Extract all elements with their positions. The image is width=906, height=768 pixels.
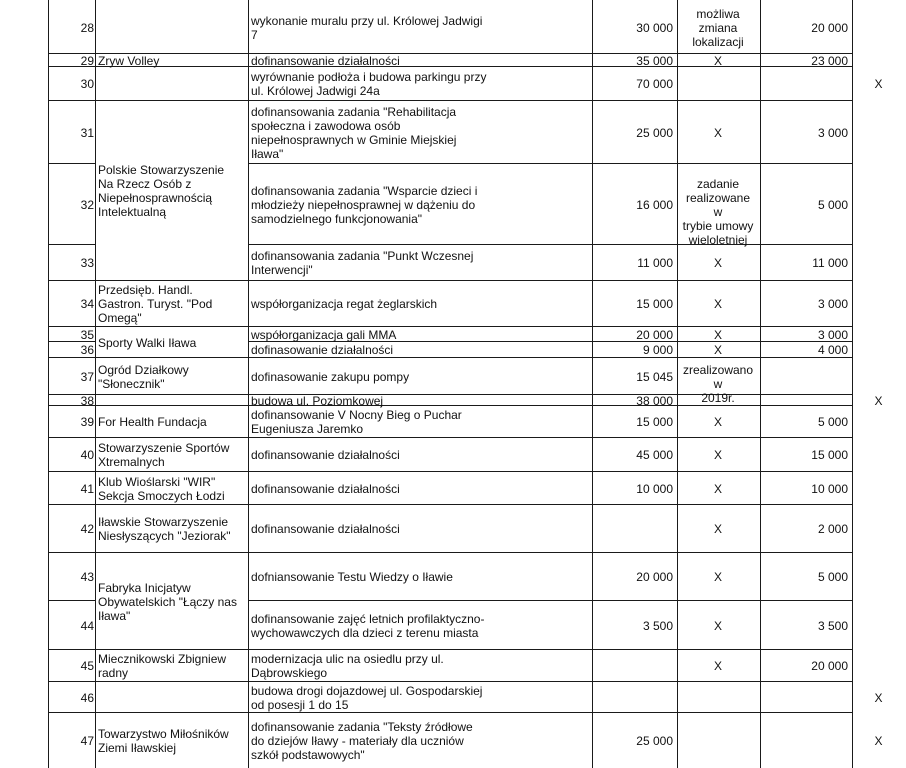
task-description: dofinansowanie zajęć letnich profilaktyczno- wychowawczych dla dzieci z terenu miasta: [251, 612, 485, 640]
grid-line: [48, 504, 853, 505]
requested-amount: 11 000: [637, 256, 673, 270]
requested-amount: 70 000: [636, 77, 673, 91]
row-number: 33: [80, 256, 94, 270]
rejected-mark: X: [874, 734, 883, 748]
entity-name: Zryw Volley: [98, 54, 160, 68]
grid-line: [48, 163, 96, 164]
grid-line: [48, 681, 853, 682]
task-description: dofinansowanie działalności: [251, 54, 400, 68]
entity-name: Iławskie Stowarzyszenie Niesłyszących "Jeziorak": [98, 515, 231, 543]
approved-amount: 3 000: [817, 126, 848, 140]
approved-amount: 3 000: [817, 328, 848, 342]
requested-amount: 20 000: [636, 570, 673, 584]
grid-line: [248, 0, 249, 768]
grid-line: [48, 326, 853, 327]
status-cell: X: [713, 482, 722, 496]
approved-amount: 20 000: [811, 21, 848, 35]
grid-line: [48, 0, 49, 768]
approved-amount: 4 000: [817, 343, 848, 357]
row-number: 28: [80, 21, 94, 35]
status-cell: X: [713, 256, 722, 270]
approved-amount: 2 000: [817, 522, 848, 536]
status-cell: X: [713, 619, 722, 633]
task-description: dofinansowanie V Nocny Bieg o Puchar Eugeniusza Jaremko: [251, 408, 462, 436]
task-description: wykonanie muralu przy ul. Królowej Jadwigi 7: [251, 14, 483, 42]
row-number: 42: [80, 522, 94, 536]
requested-amount: 45 000: [636, 448, 673, 462]
status-cell: zrealizowano w 2019r.: [682, 363, 754, 405]
approved-amount: 23 000: [811, 54, 848, 68]
entity-name: Klub Wioślarski "WIR" Sekcja Smoczych Łodzi: [98, 475, 225, 503]
task-description: dofinansowanie działalności: [251, 522, 400, 536]
status-cell: X: [713, 343, 722, 357]
requested-amount: 3 500: [642, 619, 673, 633]
grid-line: [248, 600, 853, 601]
entity-name: For Health Fundacja: [98, 415, 207, 429]
grid-line: [48, 600, 96, 601]
requested-amount: 15 000: [636, 297, 673, 311]
task-description: dofinansowania zadania "Rehabilitacja społeczna i zawodowa osób niepełnosprawnych w Gminie Miejskiej Iława": [251, 105, 457, 161]
task-description: modernizacja ulic na osiedlu przy ul. Dąbrowskiego: [251, 652, 444, 680]
task-description: dofinansowanie działalności: [251, 482, 400, 496]
task-description: współorganizacja gali MMA: [251, 328, 397, 342]
row-number: 36: [80, 343, 94, 357]
grid-line: [48, 471, 853, 472]
task-description: dofinansowania zadania "Punkt Wczesnej Interwencji": [251, 249, 474, 277]
status-cell: X: [713, 570, 722, 584]
row-number: 38: [80, 394, 94, 408]
row-number: 34: [80, 297, 94, 311]
row-number: 31: [80, 126, 94, 140]
grid-line: [48, 552, 853, 553]
status-cell: X: [713, 415, 722, 429]
status-cell: X: [713, 522, 722, 536]
grid-line: [248, 244, 853, 245]
grid-line: [248, 163, 853, 164]
grid-line: [48, 649, 853, 650]
task-description: dofinasowanie działalności: [251, 343, 394, 357]
requested-amount: 25 000: [636, 126, 673, 140]
status-cell: X: [713, 297, 722, 311]
row-number: 32: [80, 198, 94, 212]
task-description: budowa ul. Poziomkowej: [251, 394, 384, 408]
entity-name: Miecznikowski Zbigniew radny: [98, 652, 227, 680]
entity-name: Towarzystwo Miłośników Ziemi Iławskiej: [98, 727, 229, 755]
approved-amount: 5 000: [817, 198, 848, 212]
task-description: dofinansowanie działalności: [251, 448, 400, 462]
rejected-mark: X: [874, 77, 883, 91]
approved-amount: 20 000: [811, 659, 848, 673]
requested-amount: 15 045: [636, 370, 673, 384]
task-description: dofinasowanie zakupu pompy: [251, 370, 410, 384]
row-number: 30: [80, 77, 94, 91]
rejected-mark: X: [874, 394, 883, 408]
status-cell: X: [713, 328, 722, 342]
entity-name: Ogród Działkowy "Słonecznik": [98, 363, 189, 391]
approved-amount: 11 000: [812, 256, 848, 270]
requested-amount: 10 000: [636, 482, 673, 496]
grid-line: [760, 0, 761, 768]
entity-name: Przedsięb. Handl. Gastron. Turyst. "Pod Omegą": [98, 283, 213, 325]
approved-amount: 10 000: [811, 482, 848, 496]
grid-line: [48, 357, 853, 358]
approved-amount: 3 000: [817, 297, 848, 311]
row-number: 40: [80, 448, 94, 462]
requested-amount: 9 000: [642, 343, 673, 357]
task-description: wyrównanie podłoża i budowa parkingu przy ul. Królowej Jadwigi 24a: [251, 70, 487, 98]
grid-line: [592, 0, 593, 768]
grid-line: [48, 280, 853, 281]
requested-amount: 38 000: [636, 394, 673, 408]
requested-amount: 25 000: [636, 734, 673, 748]
row-number: 35: [80, 328, 94, 342]
task-description: dofinansowanie zadania "Teksty źródłowe do dziejów Iławy - materiały dla uczniów szkół podstawowych": [251, 720, 473, 762]
row-number: 37: [80, 370, 94, 384]
grid-line: [48, 712, 853, 713]
grid-line: [95, 0, 96, 768]
row-number: 41: [80, 482, 94, 496]
task-description: współorganizacja regat żeglarskich: [251, 297, 438, 311]
requested-amount: 20 000: [636, 328, 673, 342]
status-cell: zadanie realizowane w trybie umowy wieloletniej: [682, 177, 754, 247]
requested-amount: 30 000: [636, 21, 673, 35]
requested-amount: 15 000: [636, 415, 673, 429]
requested-amount: 35 000: [636, 54, 673, 68]
rejected-mark: X: [874, 691, 883, 705]
status-cell: możliwa zmiana lokalizacji: [692, 7, 744, 49]
entity-name: Sporty Walki Iława: [98, 336, 197, 350]
grid-line: [677, 0, 678, 768]
approved-amount: 15 000: [811, 448, 848, 462]
row-number: 39: [80, 415, 94, 429]
row-number: 45: [80, 659, 94, 673]
entity-name: Stowarzyszenie Sportów Xtremalnych: [98, 441, 230, 469]
approved-amount: 5 000: [817, 415, 848, 429]
entity-name: Polskie Stowarzyszenie Na Rzecz Osób z Niepełnosprawnością Intelektualną: [98, 163, 225, 219]
row-number: 47: [80, 734, 94, 748]
task-description: dofinansowania zadania "Wsparcie dzieci i młodzieży niepełnosprawnej w dążeniu do samodzielnego funkcjonowania": [251, 184, 478, 226]
requested-amount: 16 000: [636, 198, 673, 212]
row-number: 46: [80, 691, 94, 705]
grid-line: [48, 437, 853, 438]
status-cell: X: [713, 448, 722, 462]
task-description: dofniansowanie Testu Wiedzy o Iławie: [251, 570, 453, 584]
status-cell: X: [713, 126, 722, 140]
status-cell: X: [713, 659, 722, 673]
row-number: 29: [80, 54, 94, 68]
grid-line: [852, 0, 853, 768]
grid-line: [48, 244, 96, 245]
entity-name: Fabryka Inicjatyw Obywatelskich "Łączy nas Iława": [98, 581, 237, 623]
task-description: budowa drogi dojazdowej ul. Gospodarskiej od posesji 1 do 15: [251, 684, 483, 712]
approved-amount: 3 500: [817, 619, 848, 633]
row-number: 44: [80, 619, 94, 633]
status-cell: X: [713, 54, 722, 68]
row-number: 43: [80, 570, 94, 584]
approved-amount: 5 000: [817, 570, 848, 584]
grid-line: [48, 100, 853, 101]
